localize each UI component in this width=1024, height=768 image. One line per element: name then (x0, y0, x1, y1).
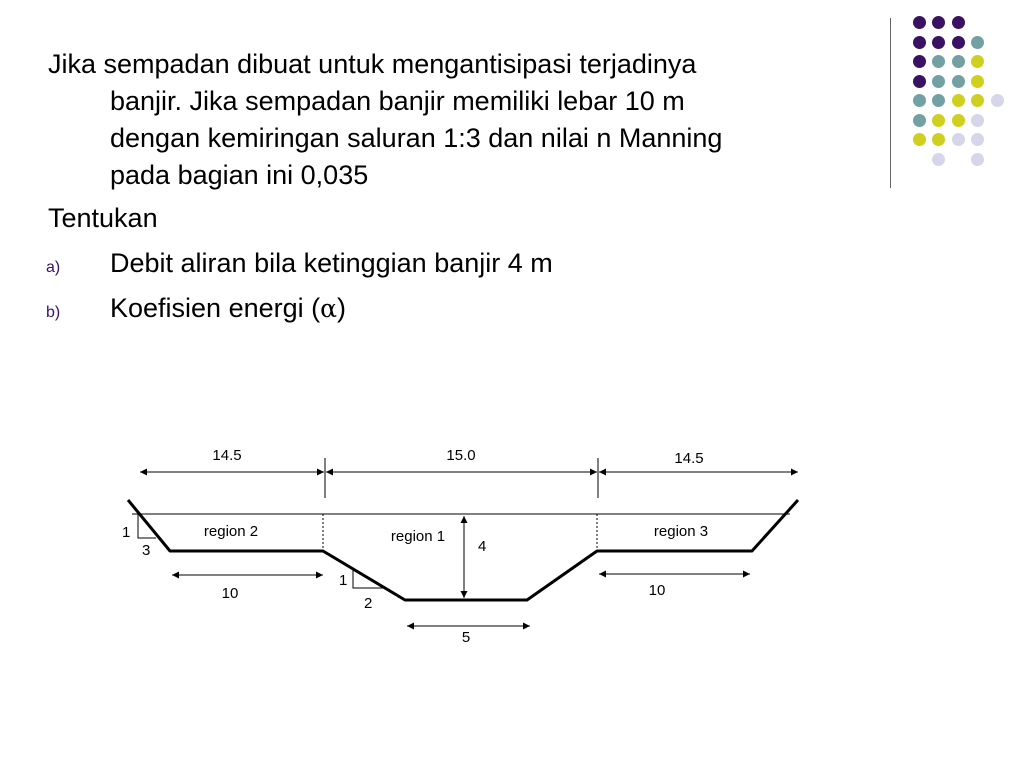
list-marker-b: b) (46, 304, 61, 321)
decorative-dot (913, 55, 926, 68)
top-width-left-label: 14.5 (212, 447, 242, 464)
slope-main-run: 2 (364, 595, 373, 612)
decorative-dot (932, 75, 945, 88)
list-marker-a: a) (46, 259, 61, 276)
decorative-dot (913, 75, 926, 88)
list-item-a-text: Debit aliran bila ketinggian banjir 4 m (110, 248, 553, 278)
decorative-dot (932, 94, 945, 107)
decorative-dot (932, 36, 945, 49)
decorative-dot (932, 55, 945, 68)
decorative-divider-line (890, 18, 891, 188)
slope-left-run: 3 (142, 542, 151, 559)
decorative-dot (932, 153, 945, 166)
slope-left-rise: 1 (122, 524, 131, 541)
decorative-dot (913, 114, 926, 127)
alpha-symbol: α (320, 294, 338, 323)
list-item-b-text: Koefisien energi ( (110, 293, 321, 323)
decorative-dot (971, 133, 984, 146)
depth-label: 4 (478, 538, 487, 555)
decorative-dot (971, 153, 984, 166)
decorative-dot (952, 55, 965, 68)
slope-main-rise: 1 (339, 572, 348, 589)
decorative-dot (952, 75, 965, 88)
floodplain-left-width-label: 10 (221, 585, 239, 602)
decorative-dot (952, 133, 965, 146)
decorative-dot (971, 94, 984, 107)
decorative-dot (932, 133, 945, 146)
decorative-dot (971, 75, 984, 88)
decorative-dot (971, 114, 984, 127)
decorative-dot (913, 133, 926, 146)
list-item-a (48, 245, 748, 282)
decorative-dot (913, 36, 926, 49)
region-3-label: region 3 (653, 523, 709, 540)
problem-statement: Jika sempadan dibuat untuk mengantisipasi terjadinya banjir. Jika sempadan banjir memiliki lebar 10 m dengan kemiringan saluran 1:3 dan nilai n Manning pada bagian ini 0,035 (48, 49, 723, 190)
decorative-dot (971, 55, 984, 68)
bottom-width-label: 5 (461, 629, 471, 646)
region-2-label: region 2 (203, 523, 259, 540)
decorative-dot (932, 16, 945, 29)
region-1-label: region 1 (390, 528, 446, 545)
top-width-right-label: 14.5 (674, 450, 704, 467)
decorative-dot (952, 114, 965, 127)
decorative-dot (971, 36, 984, 49)
slide-text (48, 46, 748, 327)
channel-cross-section-diagram (100, 430, 820, 655)
decorative-dot (991, 94, 1004, 107)
list-item-b (48, 290, 748, 327)
prompt-tentukan: Tentukan (48, 203, 158, 233)
decorative-dot (932, 114, 945, 127)
decorative-dot (952, 94, 965, 107)
decorative-dot (952, 36, 965, 49)
decorative-dot (913, 16, 926, 29)
list-item-b-close: ) (337, 293, 347, 323)
decorative-dot (913, 94, 926, 107)
floodplain-right-width-label: 10 (648, 582, 666, 599)
decorative-dot (952, 16, 965, 29)
top-width-main-label: 15.0 (446, 447, 476, 464)
